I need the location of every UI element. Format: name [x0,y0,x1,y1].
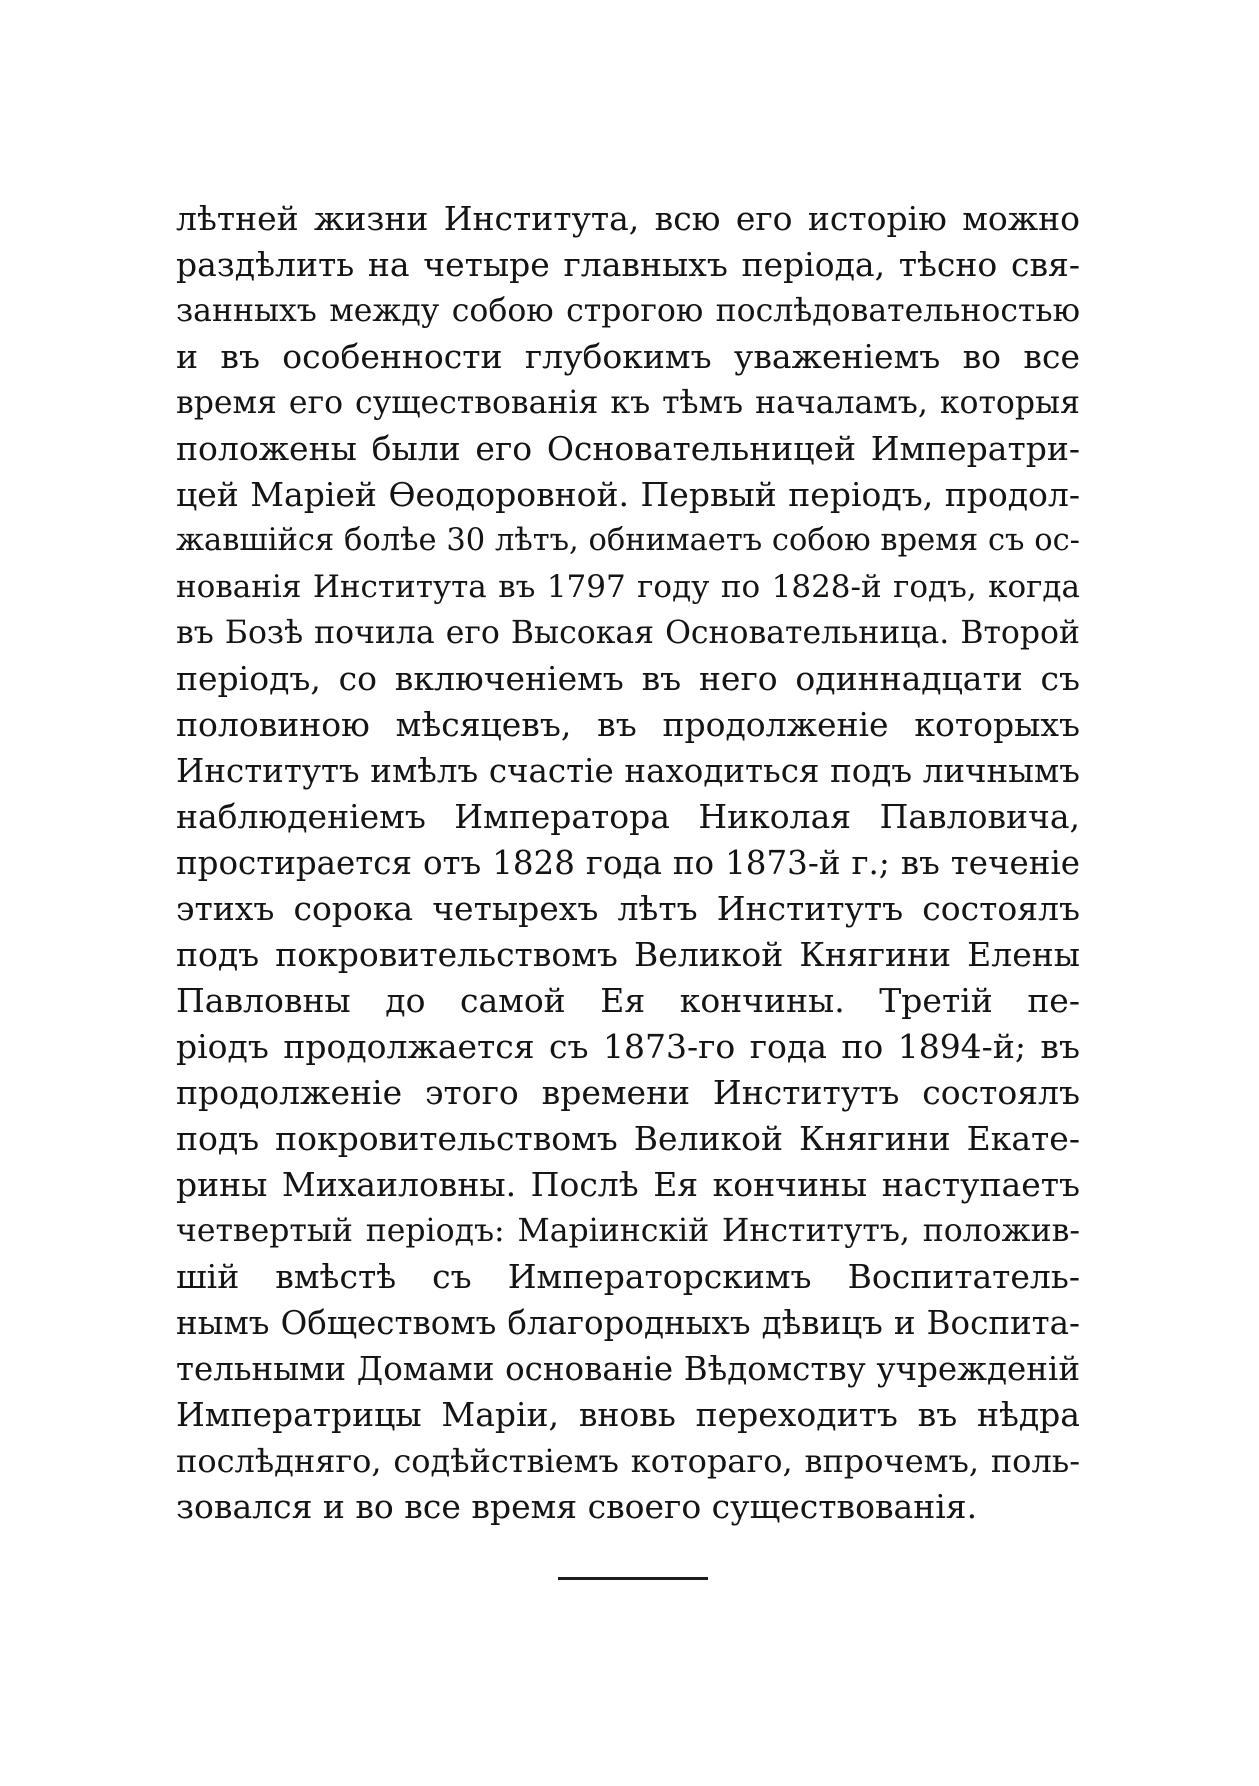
text-line: раздѣлить на четыре главныхъ періода, тѣсно свя- [176,245,1080,284]
section-end-rule [558,1577,708,1580]
text-line: Императрицы Маріи, вновь переходитъ въ нѣдра [176,1395,1080,1434]
text-line: въ Бозѣ почила его Высокая Основательница. Второй [176,615,1080,651]
body-paragraph [176,196,1080,1530]
text-line: этихъ сорока четырехъ лѣтъ Институтъ состоялъ [176,889,1080,928]
text-line: наблюденіемъ Императора Николая Павловича, [176,797,1080,836]
text-line: продолженіе этого времени Институтъ состоялъ [176,1073,1080,1112]
text-line: послѣдняго, содѣйствіемъ котораго, впрочемъ, поль- [176,1442,1080,1480]
text-line: и въ особенности глубокимъ уваженіемъ во все [176,337,1080,376]
text-line: подъ покровительствомъ Великой Княгини Екате- [176,1119,1080,1158]
text-line: жавшійся болѣе 30 лѣтъ, обнимаетъ собою время съ ос- [176,523,1080,558]
text-line: ріодъ продолжается съ 1873-го года по 1894-й; въ [176,1027,1080,1066]
text-line: положены были его Основательницей Императри- [176,429,1080,468]
text-line: четвертый періодъ: Маріинскій Институтъ, положив- [176,1213,1080,1249]
text-line: нымъ Обществомъ благородныхъ дѣвицъ и Воспита- [176,1304,1080,1342]
text-line: нованія Института въ 1797 году по 1828-й годъ, когда [176,569,1080,605]
text-line: лѣтней жизни Института, всю его исторію можно [176,199,1080,238]
text-line: Павловны до самой Ея кончины. Третій пе- [176,981,1080,1020]
text-line: занныхъ между собою строгою послѣдовательностью [176,293,1080,329]
text-line: тельными Домами основаніе Вѣдомству учрежденій [176,1350,1080,1388]
text-line: подъ покровительствомъ Великой Княгини Елены [176,935,1080,974]
text-line: время его существованія къ тѣмъ началамъ, которыя [176,385,1080,421]
text-line: простирается отъ 1828 года по 1873-й г.; въ теченіе [176,844,1080,882]
text-line: цей Маріей Ѳеодоровной. Первый періодъ, продол- [176,475,1080,514]
text-line: Институтъ имѣлъ счастіе находиться подъ личнымъ [176,752,1080,790]
text-line: шій вмѣстѣ съ Императорскимъ Воспитатель- [176,1257,1080,1296]
text-line: періодъ, со включеніемъ въ него одиннадцати съ [176,659,1080,698]
text-line: рины Михаиловны. Послѣ Ея кончины наступаетъ [176,1165,1080,1204]
text-line: зовался и во все время своего существованія. [176,1487,978,1526]
text-line: половиною мѣсяцевъ, въ продолженіе которыхъ [176,705,1080,744]
